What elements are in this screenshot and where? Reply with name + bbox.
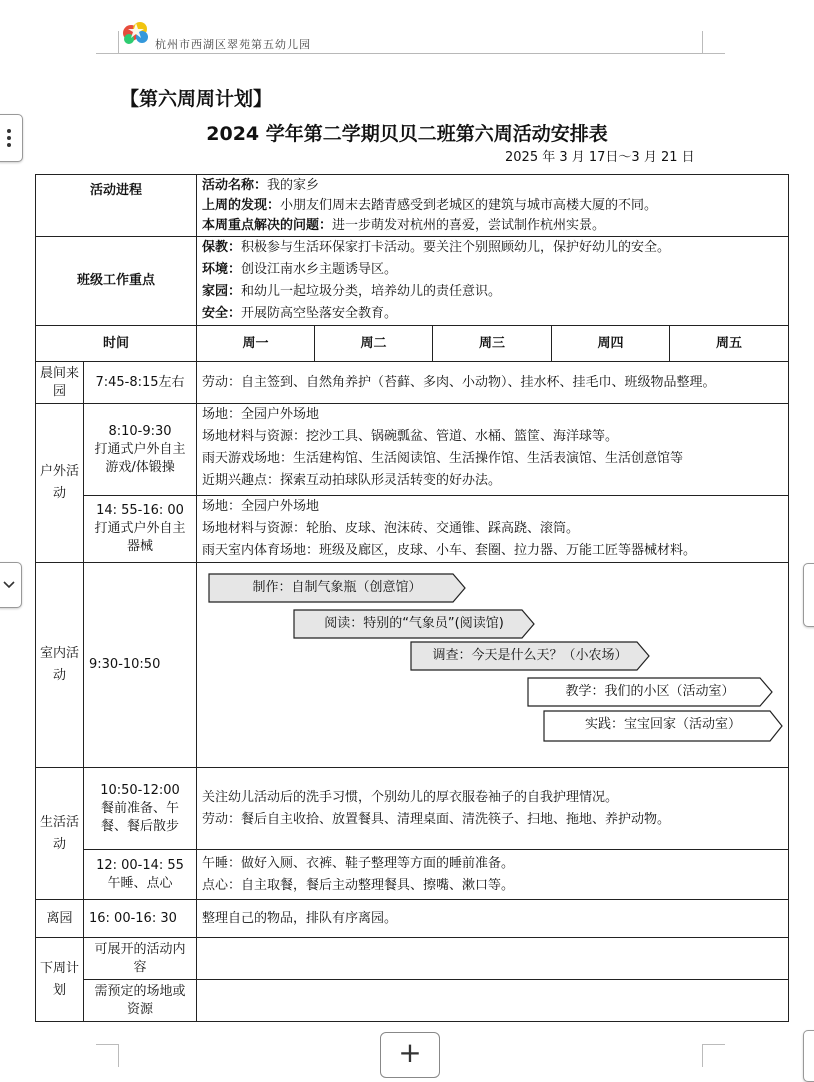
focus-value: 创设江南水乡主题诱导区。: [241, 262, 398, 277]
focus-key: 家园：: [202, 284, 242, 299]
header-divider: [118, 53, 702, 54]
life-line: 点心：自主取餐，餐后主动整理餐具、擦嘴、漱口等。: [202, 877, 515, 893]
life-content: [197, 768, 789, 850]
focus-row: [202, 259, 783, 281]
outdoor-content: [197, 496, 789, 563]
focus-row: [202, 281, 783, 303]
outdoor-line: 场地：全园户外场地: [202, 407, 320, 422]
right-panel-handle[interactable]: [803, 1030, 814, 1082]
activity-arrow-label: 教学：我们的小区（活动室）: [565, 684, 735, 699]
page-corner-mark: [702, 1044, 725, 1067]
next-week-category: 下周计划: [36, 938, 84, 1022]
outdoor-line: 场地材料与资源：挖沙工具、锅碗瓢盆、管道、水桶、篮筐、海洋球等。: [202, 429, 619, 444]
focus-key: 安全：: [202, 306, 242, 321]
day-header-fri: 周五: [670, 326, 789, 362]
indoor-category: 室内活动: [36, 563, 84, 768]
page-corner-mark: [96, 1044, 119, 1067]
week-tag: 【第六周周计划】: [120, 88, 273, 110]
outdoor-time-cell: [84, 496, 197, 563]
time-header: 时间: [36, 326, 197, 362]
next-week-content: [197, 980, 789, 1022]
progress-value: 我的家乡: [267, 178, 320, 193]
outdoor-subtitle: 打通式户外自主器械: [94, 521, 186, 554]
progress-value: 进一步萌发对杭州的喜爱，尝试制作杭州实景。: [332, 218, 606, 233]
outdoor-category: 户外活动: [36, 404, 84, 563]
leave-content: 整理自己的物品，排队有序离园。: [197, 900, 789, 938]
day-header-tue: 周二: [315, 326, 433, 362]
activity-arrow-label: 调查：今天是什么天？（小农场）: [432, 648, 628, 663]
add-page-button[interactable]: +: [380, 1032, 440, 1078]
outdoor-line: 雨天室内体育场地：班级及廊区，皮球、小车、套圈、拉力器、万能工匠等器械材料。: [202, 543, 697, 558]
outdoor-content: [197, 404, 789, 496]
progress-content: [197, 175, 789, 237]
indoor-time: 9:30-10:50: [84, 563, 197, 768]
life-line: 关注幼儿活动后的洗手习惯，个别幼儿的厚衣服卷袖子的自我护理情况。: [202, 789, 619, 805]
life-subtitle: 午睡、点心: [107, 875, 173, 891]
outdoor-line: 雨天游戏场地：生活建构馆、生活阅读馆、生活操作馆、生活表演馆、生活创意馆等: [202, 451, 684, 466]
page-title: 2024 学年第二学期贝贝二班第六周活动安排表: [206, 123, 608, 145]
life-content: [197, 850, 789, 900]
life-time-cell: [84, 768, 197, 850]
life-category: 生活活动: [36, 768, 84, 900]
side-expand-handle[interactable]: [0, 562, 22, 608]
outdoor-time-cell: [84, 404, 197, 496]
progress-key: 上周的发现：: [202, 198, 281, 213]
focus-key: 环境：: [202, 262, 242, 277]
activity-arrow: [208, 573, 466, 603]
activity-arrow-label: 实践：宝宝回家（活动室）: [584, 717, 741, 732]
progress-row: [202, 176, 783, 196]
outdoor-line: 场地材料与资源：轮胎、皮球、泡沫砖、交通锥、踩高跷、滚筒。: [202, 521, 580, 536]
morning-category: 晨间来园: [36, 362, 84, 404]
right-panel-handle[interactable]: [803, 563, 814, 627]
life-subtitle: 餐前准备、午餐、餐后散步: [101, 800, 180, 834]
life-time: 10:50-12:00: [100, 782, 180, 798]
day-header-thu: 周四: [552, 326, 670, 362]
leave-category: 离园: [36, 900, 84, 938]
page-corner-mark: [702, 31, 725, 54]
focus-label: 班级工作重点: [36, 237, 197, 326]
focus-row: [202, 303, 783, 325]
life-time: 12: 00-14: 55: [96, 857, 184, 873]
next-week-label: 可展开的活动内容: [84, 938, 197, 980]
focus-row: [202, 237, 783, 259]
outdoor-line: 场地：全园户外场地: [202, 499, 320, 514]
school-name: 杭州市西湖区翠苑第五幼儿园: [155, 38, 311, 51]
progress-key: 活动名称：: [202, 178, 268, 193]
progress-row: [202, 216, 783, 236]
focus-value: 开展防高空坠落安全教育。: [241, 306, 398, 321]
activity-arrow: [543, 710, 783, 740]
outdoor-subtitle: 打通式户外自主游戏/体锻操: [94, 441, 186, 475]
life-line: 午睡：做好入厕、衣裤、鞋子整理等方面的睡前准备。: [202, 855, 515, 871]
outdoor-time: 14: 55-16: 00: [96, 503, 184, 518]
activity-arrow-label: 制作：自制气象瓶（创意馆）: [252, 580, 422, 595]
activity-arrow: [410, 641, 650, 671]
page-corner-mark: [96, 31, 119, 54]
focus-content: [197, 237, 789, 326]
next-week-content: [197, 938, 789, 980]
morning-content: 劳动：自主签到、自然角养护（苔藓、多肉、小动物）、挂水杯、挂毛巾、班级物品整理。: [197, 362, 789, 404]
life-line: 劳动：餐后自主收拾、放置餐具、清理桌面、清洗筷子、扫地、拖地、养护动物。: [202, 811, 671, 827]
life-time-cell: [84, 850, 197, 900]
focus-key: 保教：: [202, 240, 242, 255]
date-range: 2025 年 3 月 17日～3 月 21 日: [505, 150, 695, 165]
outdoor-time: 8:10-9:30: [108, 423, 172, 439]
activity-arrow: [293, 609, 535, 639]
progress-label: 活动进程: [36, 175, 197, 237]
school-logo: [120, 19, 152, 45]
progress-row: [202, 196, 783, 216]
morning-time: 7:45-8:15左右: [84, 362, 197, 404]
outdoor-line: 近期兴趣点：探索互动拍球队形灵活转变的好办法。: [202, 473, 502, 488]
day-header-wed: 周三: [433, 326, 552, 362]
progress-key: 本周重点解决的问题：: [202, 218, 333, 233]
leave-time: 16: 00-16: 30: [84, 900, 197, 938]
next-week-label: 需预定的场地或资源: [84, 980, 197, 1022]
activity-arrow: [527, 677, 773, 707]
activity-arrow-label: 阅读：特别的“气象员”(阅读馆): [324, 616, 504, 631]
focus-value: 和幼儿一起垃圾分类，培养幼儿的责任意识。: [241, 284, 502, 299]
focus-value: 积极参与生活环保家打卡活动。要关注个别照顾幼儿，保护好幼儿的安全。: [241, 240, 671, 255]
day-header-mon: 周一: [197, 326, 315, 362]
chevron-down-icon: [0, 563, 21, 607]
progress-value: 小朋友们周末去踏青感受到老城区的建筑与城市高楼大厦的不同。: [280, 198, 658, 213]
